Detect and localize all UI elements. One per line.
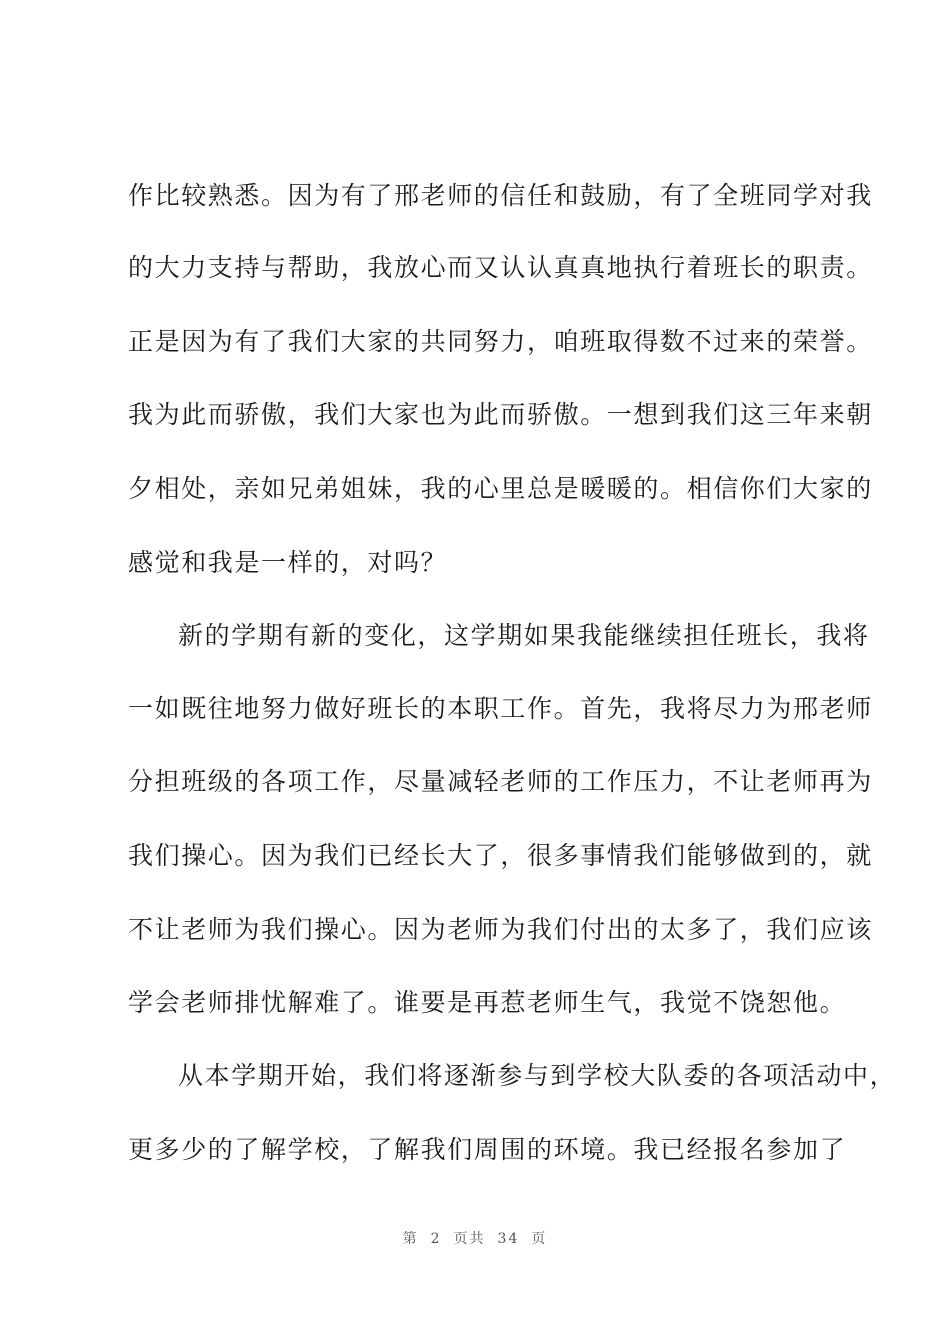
text-line: 我为此而骄傲，我们大家也为此而骄傲。一想到我们这三年来朝 <box>128 400 873 429</box>
text-line: 作比较熟悉。因为有了邢老师的信任和鼓励，有了全班同学对我 <box>128 181 873 210</box>
text-line: 我们操心。因为我们已经长大了，很多事情我们能够做到的，就 <box>128 841 873 870</box>
footer-page-number: 2 <box>430 1231 442 1247</box>
text-line: 分担班级的各项工作，尽量减轻老师的工作压力，不让老师再为 <box>128 767 873 796</box>
page-footer <box>0 1229 950 1249</box>
text-line: 更多少的了解学校，了解我们周围的环境。我已经报名参加了 <box>128 1135 847 1164</box>
footer-prefix: 第 <box>402 1231 419 1247</box>
footer-total-pages: 34 <box>497 1231 520 1247</box>
text-line: 学会老师排忧解难了。谁要是再惹老师生气，我觉不饶恕他。 <box>128 988 847 1017</box>
paragraph-start-line: 新的学期有新的变化，这学期如果我能继续担任班长，我将 <box>178 621 870 650</box>
paragraph-start-line: 从本学期开始，我们将逐渐参与到学校大队委的各项活动中， <box>178 1061 897 1090</box>
text-line: 一如既往地努力做好班长的本职工作。首先，我将尽力为邢老师 <box>128 694 873 723</box>
text-line: 感觉和我是一样的，对吗？ <box>128 548 448 577</box>
text-line: 正是因为有了我们大家的共同努力，咱班取得数不过来的荣誉。 <box>128 327 873 356</box>
text-line: 不让老师为我们操心。因为老师为我们付出的太多了，我们应该 <box>128 915 873 944</box>
footer-suffix: 页 <box>531 1231 548 1247</box>
footer-middle: 页共 <box>453 1231 486 1247</box>
text-line: 夕相处，亲如兄弟姐妹，我的心里总是暖暖的。相信你们大家的 <box>128 474 873 503</box>
text-line: 的大力支持与帮助，我放心而又认认真真地执行着班长的职责。 <box>128 253 873 282</box>
